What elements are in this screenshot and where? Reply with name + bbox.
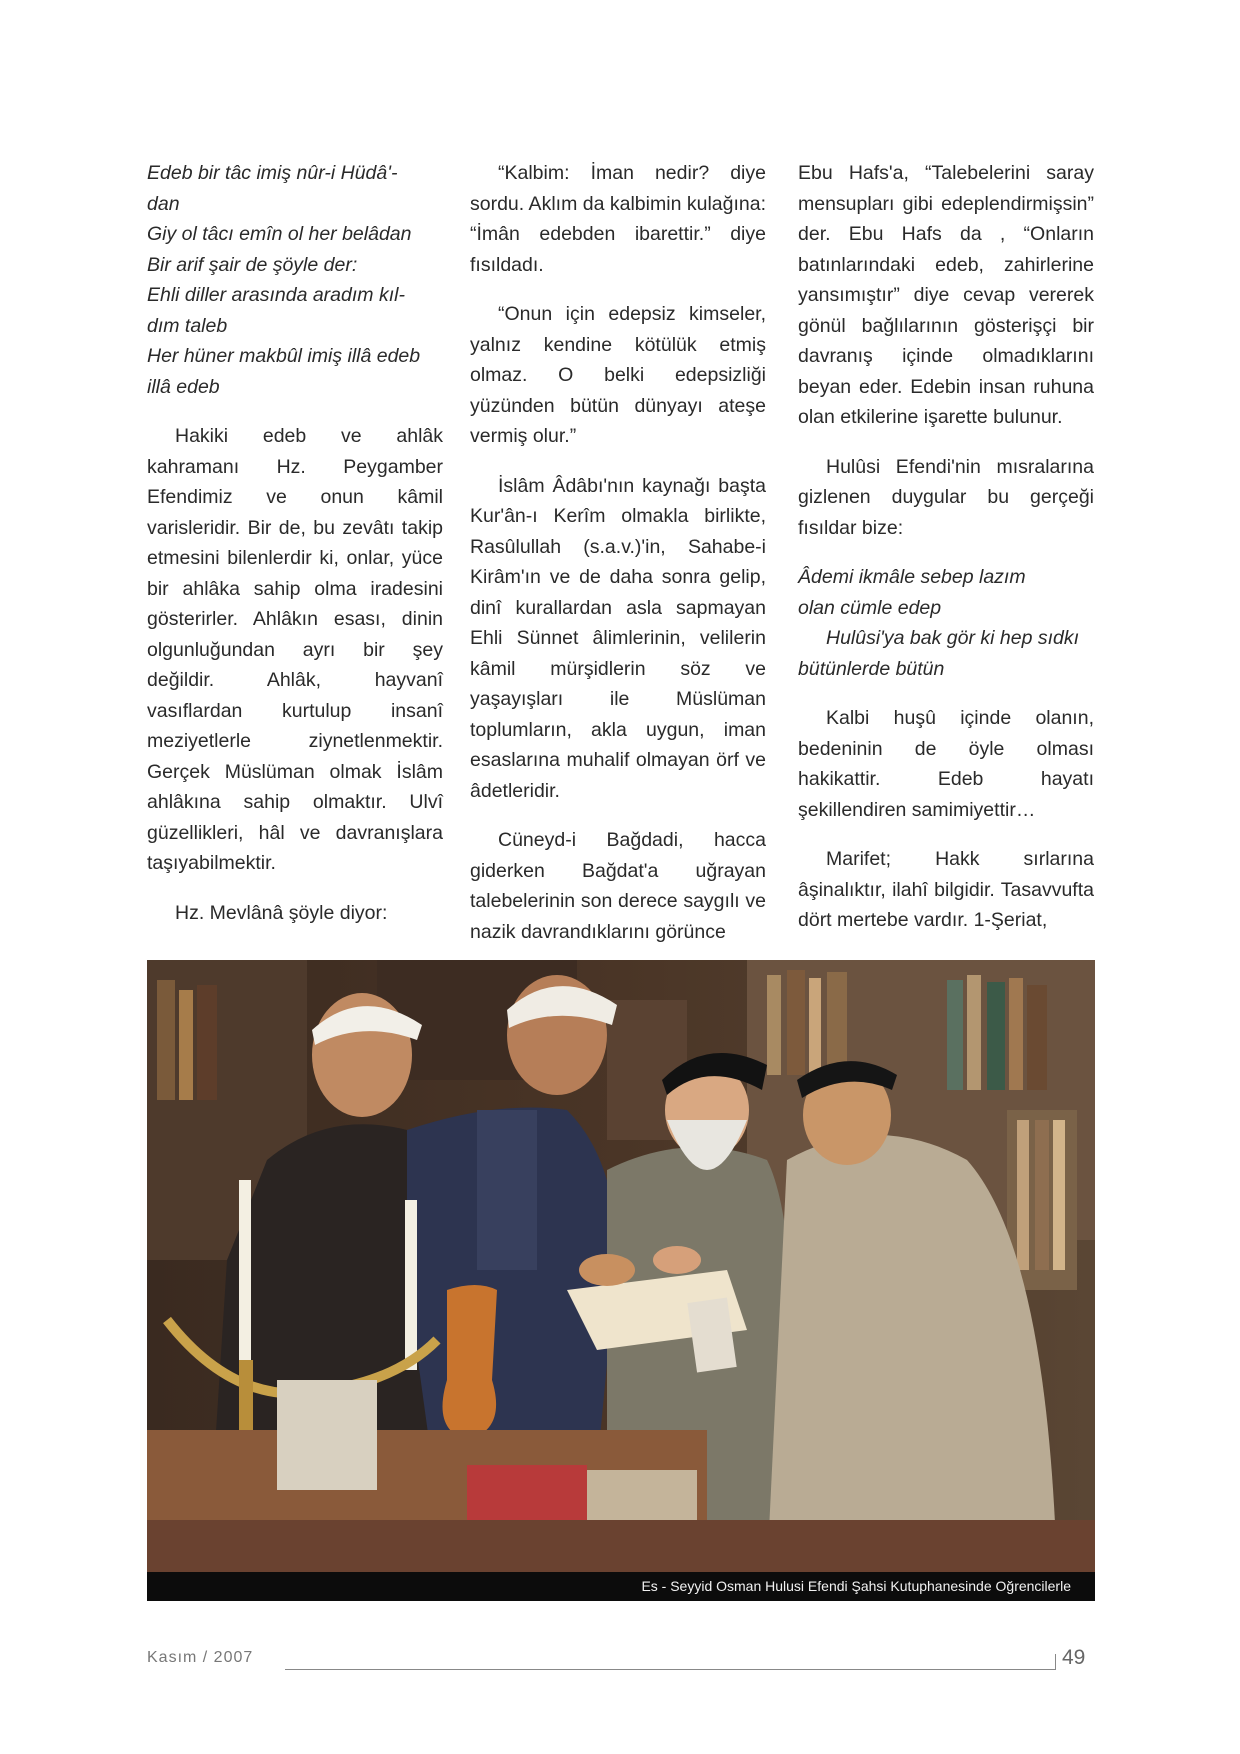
text-column-1	[147, 158, 443, 947]
body-paragraph: Ebu Hafs'a, “Talebelerini saray mensupları gibi edeplendirmişsin” der. Ebu Hafs da , “Onların batınlarındaki edeb, zahirlerine yansımıştır” diye cevap vererek gönül bağlılarının gösterişçi bir davranış içinde olmadıklarını beyan eder. Edebin insan ruhuna olan etkilerine işarette bulunur.	[798, 162, 1094, 428]
photo-scene	[147, 960, 1095, 1572]
photo-caption-bar	[147, 1572, 1095, 1601]
poem-line: Âdemi ikmâle sebep lazım	[798, 566, 1026, 588]
body-paragraph: İslâm Âdâbı'nın kaynağı başta Kur'ân-ı Kerîm olmakla birlikte, Rasûlullah (s.a.v.)'in, Sahabe-i Kirâm'ın ve de daha sonra gelip, dinî kurallardan asla sapmayan Ehli Sünnet âlimlerinin, velilerin kâmil mürşidlerin söz ve yaşayışları ile Müslüman toplumların, akla uygun, iman esaslarına muhalif olmayan örf ve âdetleridir.	[470, 474, 766, 802]
poem-line: Hulûsi'ya bak gör ki hep sıdkı	[826, 627, 1080, 649]
body-paragraph: Cüneyd-i Bağdadi, hacca giderken Bağdat'a uğrayan talebelerinin son derece saygılı ve nazik davrandıklarını görünce	[470, 829, 766, 943]
poem-line: olan cümle edep	[798, 596, 942, 619]
issue-date: Kasım / 2007	[147, 1649, 254, 1666]
body-paragraph: Hakiki edeb ve ahlâk kahramanı Hz. Peygamber Efendimiz ve onun kâmil varisleridir. Bir de, bu zevâtı takip etmesini bilenlerdir ki, onlar, yüce bir ahlâka sahip olma iradesini gösterirler. Ahlâkın esası, dinin olgunluğundan ayrı bir şey değildir. Ahlâk, hayvanî vasıflardan kurtulup insanî meziyetlerle ziynetlenmektir. Gerçek Müslüman olmak İslâm ahlâkına sahip olmaktır. Ulvî güzellikleri, hâl ve davranışlara taşıyabilmektir.	[147, 425, 443, 874]
body-paragraph: Hz. Mevlânâ şöyle diyor:	[175, 901, 388, 924]
text-column-3	[798, 158, 1094, 955]
body-paragraph: “Onun için edepsiz kimseler, yalnız kendine kötülük etmiş olmaz. O belki edepsizliği yüzünden bütün dünyayı ateşe vermiş olur.”	[470, 303, 766, 447]
poem-line: illâ edeb	[147, 375, 220, 398]
library-photo	[147, 960, 1095, 1601]
footer-divider	[285, 1669, 1055, 1670]
page-number: 49	[1062, 1646, 1086, 1669]
text-column-2	[470, 158, 766, 966]
body-paragraph: “Kalbim: İman nedir? diye sordu. Aklım da kalbimin kulağına: “İmân edebden ibarettir.” diye fısıldadı.	[470, 162, 766, 276]
body-paragraph: Kalbi huşû içinde olanın, bedeninin de öyle olması hakikattir. Edeb hayatı şekillendiren samimiyettir…	[798, 707, 1094, 821]
body-paragraph: Marifet; Hakk sırlarına âşinalıktır, ilahî bilgidir. Tasavvufta dört mertebe vardır. 1-Şeriat,	[798, 848, 1094, 931]
poem-line: Ehli diller arasında aradım kıl-	[147, 284, 405, 306]
footer-divider-tick	[1055, 1654, 1056, 1670]
poem-line: Bir arif şair de şöyle der:	[147, 253, 358, 276]
poem-line: Her hüner makbûl imiş illâ edeb	[147, 345, 421, 367]
poem-line: Giy ol tâcı emîn ol her belâdan	[147, 223, 412, 245]
poem-line: dım taleb	[147, 314, 228, 337]
body-paragraph: Hulûsi Efendi'nin mısralarına gizlenen duygular bu gerçeği fısıldar bize:	[798, 455, 1094, 539]
photo-caption: Es - Seyyid Osman Hulusi Efendi Şahsi Kutuphanesinde Oğrencilerle	[641, 1578, 1071, 1594]
poem-line: Edeb bir tâc imiş nûr-i Hüdâ'-	[147, 162, 398, 184]
poem-excerpt-2	[798, 562, 1094, 684]
poem-line: dan	[147, 192, 180, 215]
poem-excerpt-1	[147, 158, 443, 402]
poem-line: bütünlerde bütün	[798, 657, 945, 680]
